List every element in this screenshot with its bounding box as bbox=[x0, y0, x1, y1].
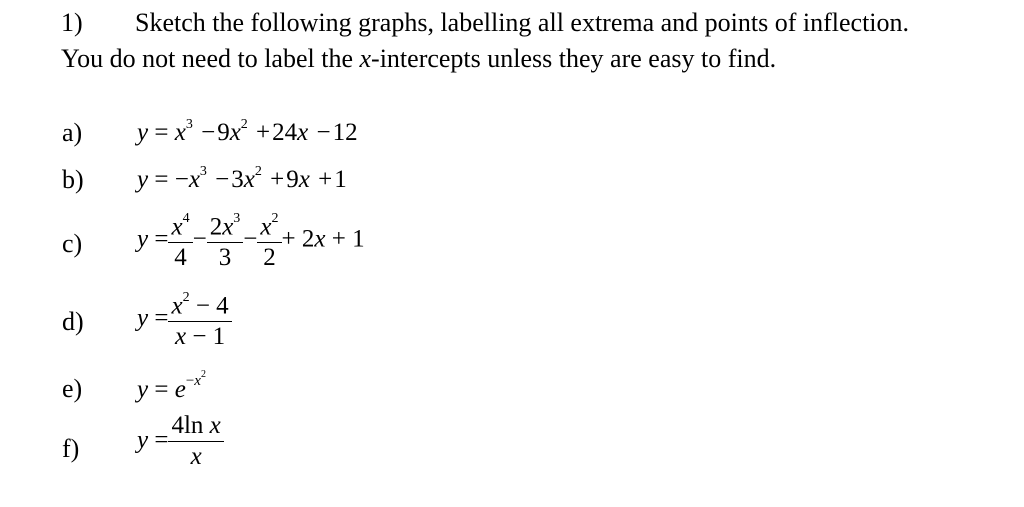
instruction-text-2b: -intercepts unless they are easy to find. bbox=[371, 44, 777, 73]
item-d-label: d) bbox=[62, 307, 84, 336]
instruction-line-1 bbox=[61, 8, 909, 38]
instruction-line-2 bbox=[61, 44, 776, 74]
instruction-text-2-var: x bbox=[359, 44, 372, 73]
instruction-text-1: Sketch the following graphs, labelling all extrema and points of inflection. bbox=[135, 8, 910, 37]
item-c-equation: y = $\frac{x^4}{4}$ − $\frac{2x^3}{3}$ − $\frac{x^2}{2}$ + 2x + 1 bbox=[137, 208, 365, 273]
problem-number: 1) bbox=[61, 8, 83, 37]
item-b-label: b) bbox=[62, 165, 84, 194]
item-e-label: e) bbox=[62, 374, 83, 403]
item-a-label: a) bbox=[62, 118, 83, 147]
instruction-text-2a: You do not need to label the bbox=[61, 44, 360, 73]
item-e-equation: $y = e^{-x^2}$ bbox=[137, 369, 206, 403]
item-f-equation: y = $\frac{\text{4ln x}}{x}$ bbox=[137, 412, 224, 472]
item-d-equation: y = $\frac{x^2 - 4}{x - 1}$ bbox=[137, 287, 232, 352]
item-a-equation: $y = x^3 -9x^2 +24x -12$ bbox=[137, 116, 358, 146]
item-b-equation: $y = -x^3 -3x^2 +9x +1$ bbox=[137, 163, 347, 193]
item-f-label: f) bbox=[62, 434, 80, 463]
item-c-label: c) bbox=[62, 229, 83, 258]
